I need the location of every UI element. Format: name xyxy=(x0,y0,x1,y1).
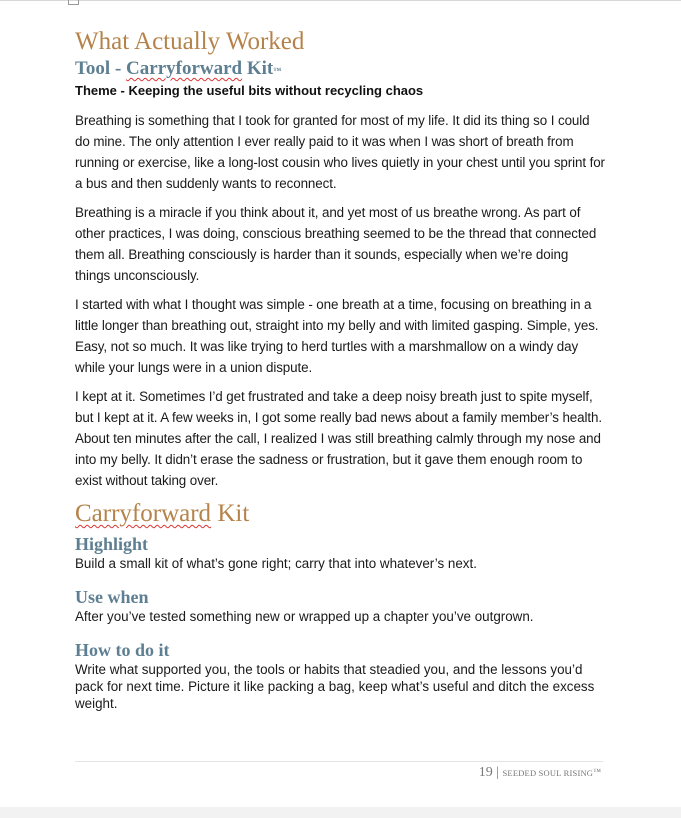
section-text-how-to: Write what supported you, the tools or habits that steadied you, and the lessons you’d pack for next time. Picture it like packing a bag, keep what’s useful and ditch the excess weight. xyxy=(75,662,595,711)
kit-suffix: Kit xyxy=(211,500,250,527)
tool-prefix: Tool - xyxy=(75,58,127,79)
tool-name: Carryforward xyxy=(126,58,243,79)
book-title: SEEDED SOUL RISING xyxy=(502,768,594,778)
section-text-use-when: After you’ve tested something new or wrapped up a chapter you’ve outgrown. xyxy=(75,609,534,624)
trademark: ™ xyxy=(273,66,282,75)
section-heading-how-to: How to do it xyxy=(75,640,170,660)
theme-line: Theme - Keeping the useful bits without recycling chaos xyxy=(75,83,424,98)
body-paragraph: I started with what I thought was simple - one breath at a time, focusing on breathing in a little longer than breathing out, straight into my belly and with limited gasping. Simple, yes. Easy, not so much. It was like trying to herd turtles with a marshmallow on a windy day while your lungs were in a union dispute. xyxy=(75,297,599,375)
body-paragraph: I kept at it. Sometimes I’d get frustrated and take a deep noisy breath just to spite myself, but I kept at it. A few weeks in, I got some really bad news about a family member’s health. About ten minutes after the call, I realized I was still breathing calmly through my nose and into my belly. It didn’t erase the sadness or frustration, but it gave them enough room to exist without taking over. xyxy=(75,389,602,488)
tool-heading xyxy=(75,57,605,81)
footer-trademark: ™ xyxy=(593,767,601,776)
section-heading-use-when: Use when xyxy=(75,587,149,607)
tool-suffix: Kit xyxy=(242,58,274,79)
chapter-title: What Actually Worked xyxy=(75,28,305,55)
body-paragraph: Breathing is a miracle if you think about it, and yet most of us breathe wrong. As part of other practices, I was doing, conscious breathing seemed to be the thread that connected them all. Breathing consciously is harder than it sounds, especially when we’re doing things unconsciously. xyxy=(75,205,597,283)
page-footer xyxy=(479,765,601,781)
section-text-highlight: Build a small kit of what’s gone right; carry that into whatever’s next. xyxy=(75,556,477,571)
kit-heading xyxy=(75,499,605,529)
page-number: 19 xyxy=(478,765,493,780)
footer-divider xyxy=(75,761,603,762)
kit-name: Carryforward xyxy=(75,500,212,527)
section-heading-highlight: Highlight xyxy=(75,534,149,554)
body-paragraph: Breathing is something that I took for granted for most of my life. It did its thing so I could do mine. The only attention I ever really paid to it was when I was short of breath from running or exercise, like a long-lost cousin who lives quietly in your chest until you sprint for a bus and then suddenly wants to reconnect. xyxy=(75,113,605,191)
page-content[interactable] xyxy=(75,27,605,726)
margin-corner-mark xyxy=(68,0,79,5)
footer-separator: | xyxy=(492,765,503,780)
